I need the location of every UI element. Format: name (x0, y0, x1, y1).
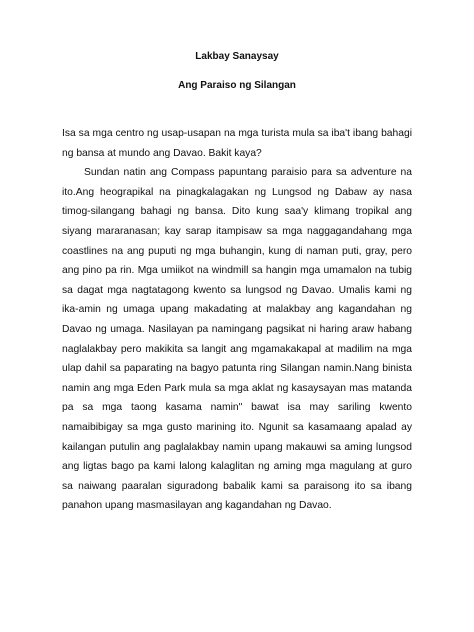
document-subtitle: Ang Paraiso ng Silangan (178, 80, 296, 91)
document-title: Lakbay Sanaysay (195, 51, 279, 62)
paragraph-intro: Isa sa mga centro ng usap-usapan na mga turista mula sa iba't ibang bahagi ng bansa at mundo ang Davao. Bakit kaya? (62, 128, 412, 159)
document-body (62, 124, 412, 516)
paragraph-main: Sundan natin ang Compass papuntang paraisio para sa adventure na ito.Ang heograpikal na pinagkalagakan ng Lungsod ng Dabaw ay nasa timog-silangang bahagi ng bansa. Dito kung saa'y klimang tropikal ang siyang mararanasan; kay sarap itampisaw sa mga naggagandahang mga coastlines na ang puputi ng mga buhangin, kung di naman puti, gray, pero ang pino pa rin. Mga umiikot na windmill sa hangin mga umamalon na tubig sa dagat mga nagtatagong kwento sa lungsod ng Davao. Umalis kami ng ika-amin ng umaga upang makadating at malakbay ang kagandahan ng Davao ng umaga. Nasilayan pa namingang pagsikat ni haring araw habang naglalakbay pero makikita sa langit ang mgamakakapal at madilim na mga ulap dahil sa paparating na bagyo patunta ring Silangan namin.Nang binista namin ang mga Eden Park mula sa mga aklat ng kasaysayan mas matanda pa sa mga taong kasama namin" bawat isa may sariling kwento namaibibigay sa mga gusto marining ito. Ngunit sa kasamaang apalad ay kailangan putulin ang paglalakbay namin upang makauwi sa aming lungsod ang ligtas bago pa kami lalong kalaglitan ng aming mga magulang at guro sa naiwang paaralan siguradong babalik kami sa paraisong ito sa ibang panahon upang masmasilayan ang kagandahan ng Davao. (62, 167, 412, 512)
